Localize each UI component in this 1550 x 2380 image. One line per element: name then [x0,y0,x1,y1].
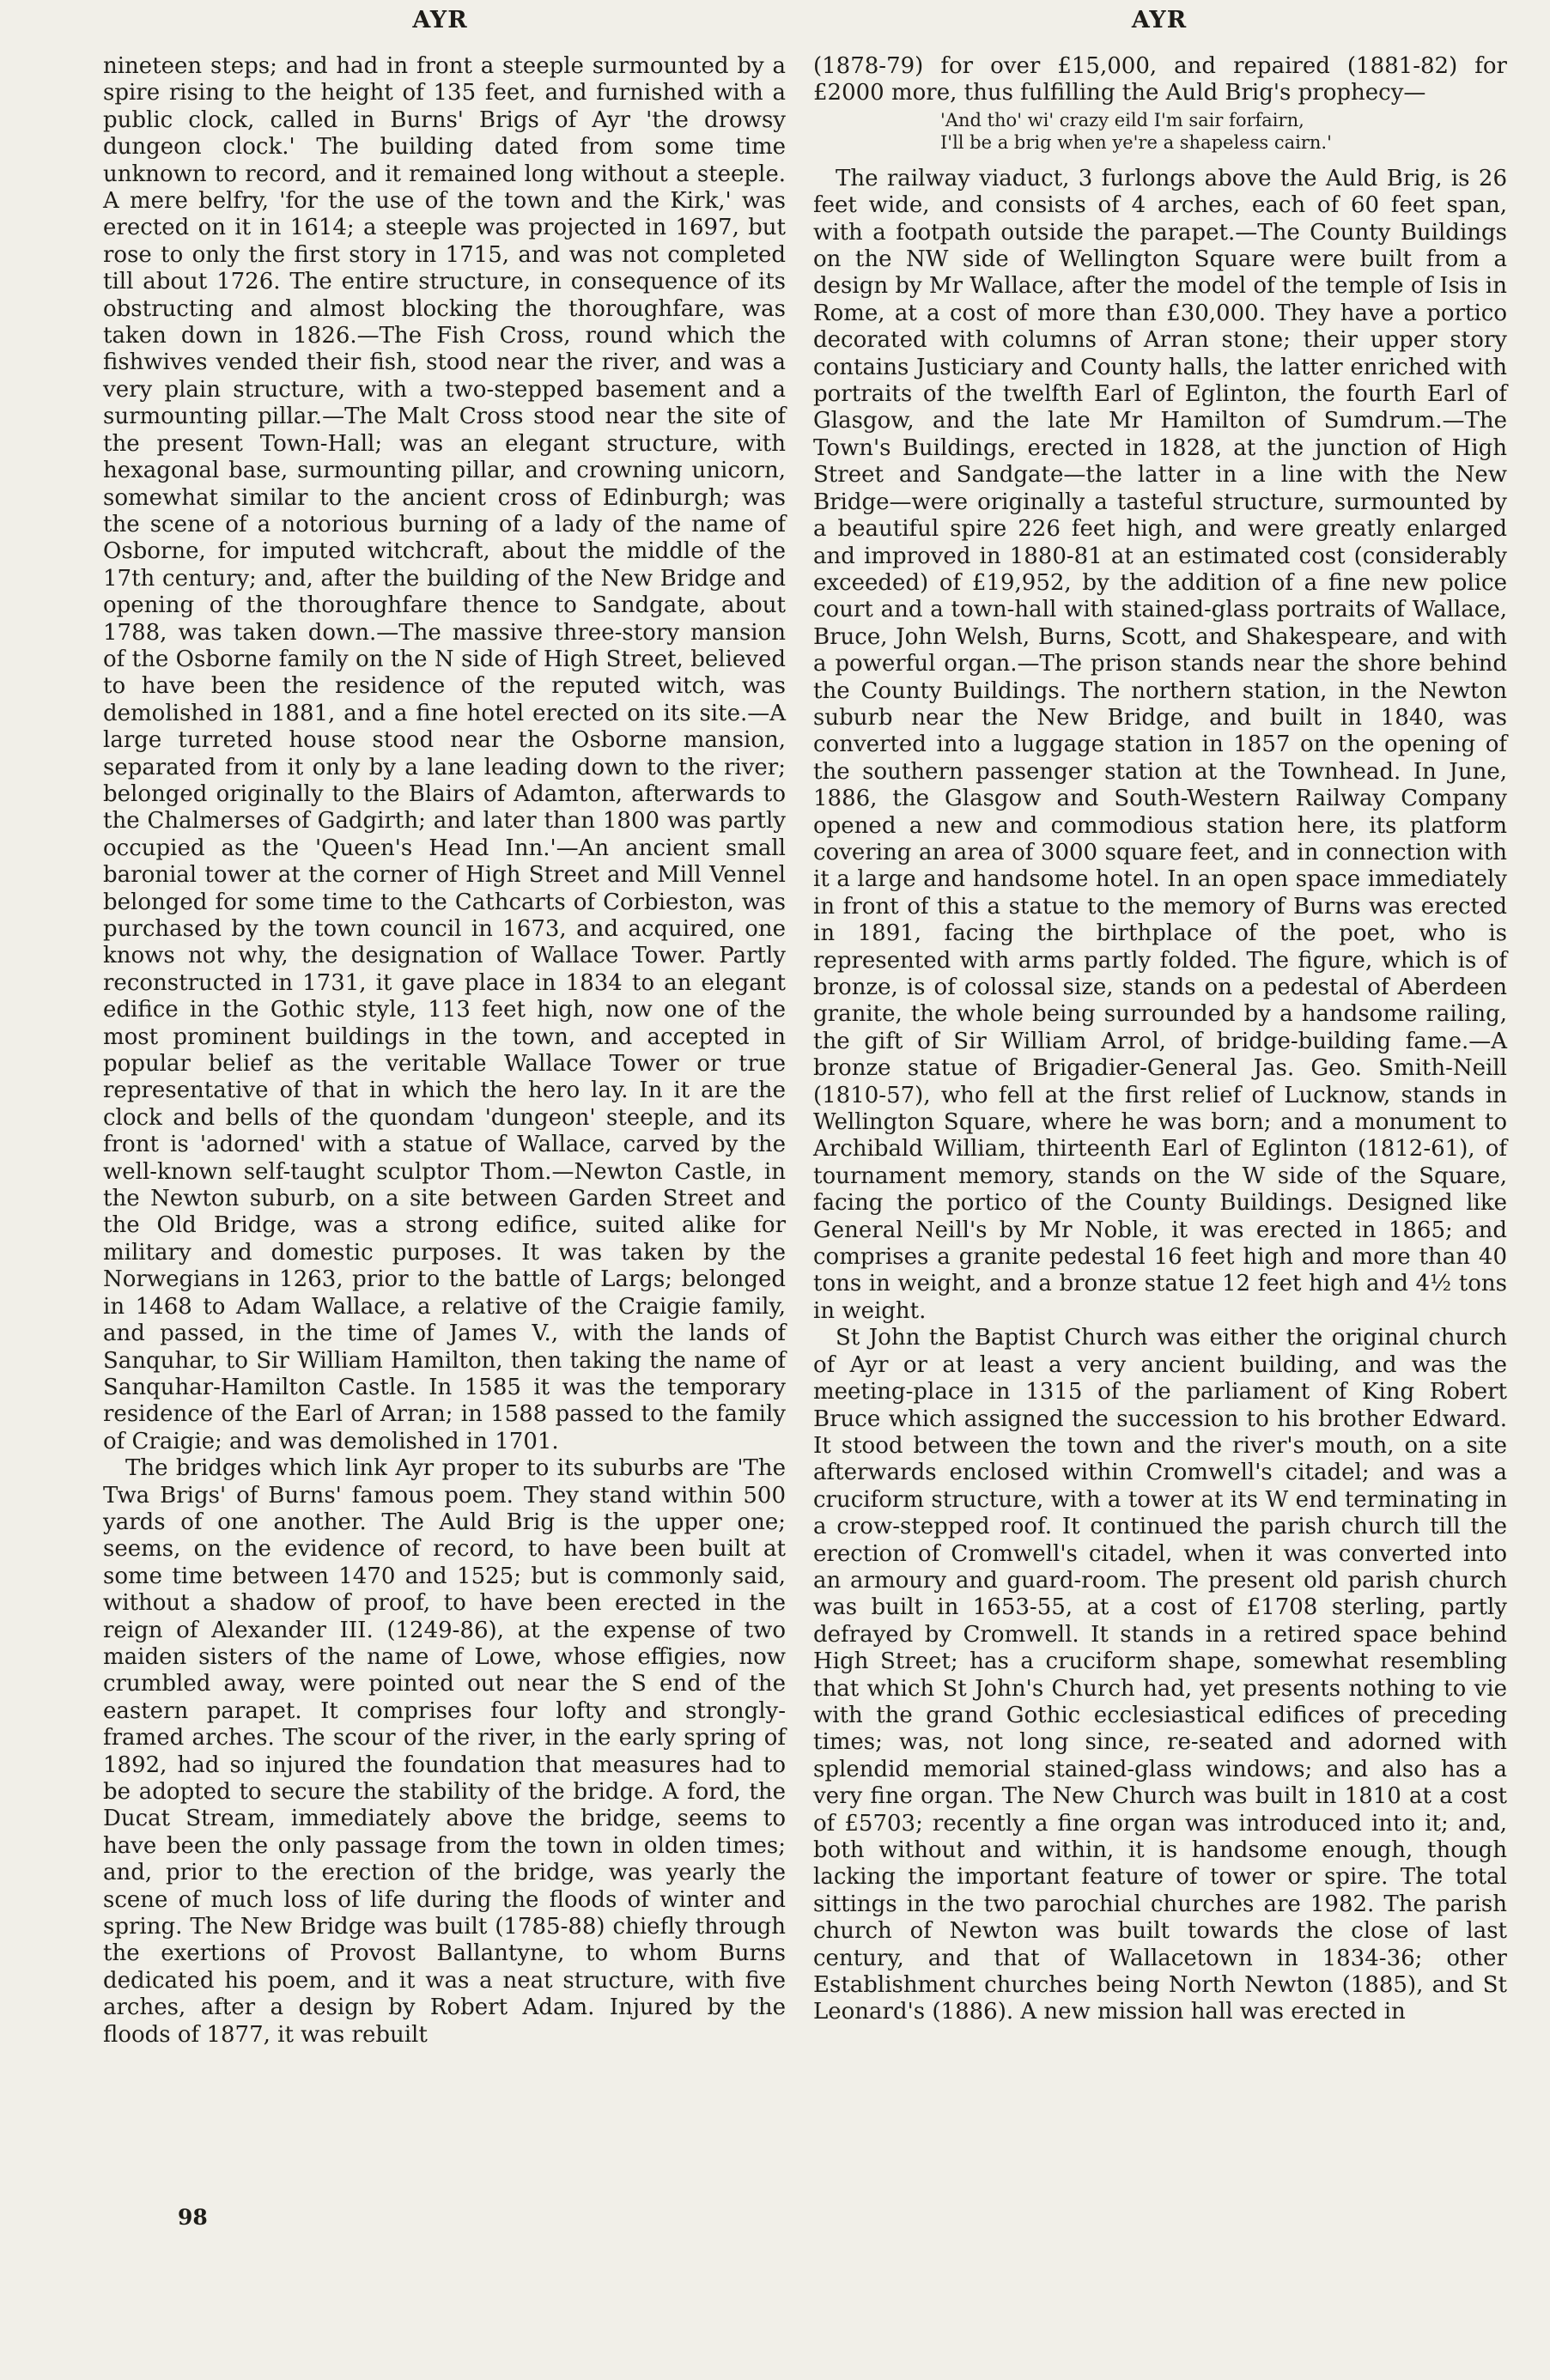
paragraph: nineteen steps; and had in front a steeple surmounted by a spire rising to the height of 135 feet, and furnished with a public clock, called in Burns' Brigs of Ayr 'the drowsy dungeon clock.' The building dated from some time unknown to record, and it remained long without a steeple. A mere belfry, 'for the use of the town and the Kirk,' was erected on it in 1614; a steeple was projected in 1697, but rose to only the first story in 1715, and was not completed till about 1726. The entire structure, in consequence of its obstructing and almost blocking the thoroughfare, was taken down in 1826.—The Fish Cross, round which the fishwives vended their fish, stood near the river, and was a very plain structure, with a two-stepped basement and a surmounting pillar.—The Malt Cross stood near the site of the present Town-Hall; was an elegant structure, with hexagonal base, surmounting pillar, and crowning unicorn, somewhat similar to the ancient cross of Edinburgh; was the scene of a notorious burning of a lady of the name of Osborne, for imputed witchcraft, about the middle of the 17th century; and, after the building of the New Bridge and opening of the thoroughfare thence to Sandgate, about 1788, was taken down.—The massive three-story mansion of the Osborne family on the N side of High Street, believed to have been the residence of the reputed witch, was demolished in 1881, and a fine hotel erected on its site.—A large turreted house stood near the Osborne mansion, separated from it only by a lane leading down to the river; belonged originally to the Blairs of Adamton, afterwards to the Chalmerses of Gadgirth; and later than 1800 was partly occupied as the 'Queen's Head Inn.'—An ancient small baronial tower at the corner of High Street and Mill Vennel belonged for some time to the Cathcarts of Corbieston, was purchased by the town council in 1673, and acquired, one knows not why, the designation of Wallace Tower. Partly reconstructed in 1731, it gave place in 1834 to an elegant edifice in the Gothic style, 113 feet high, now one of the most prominent buildings in the town, and accepted in popular belief as the veritable Wallace Tower or true representative of that in which the hero lay. In it are the clock and bells of the quondam 'dungeon' steeple, and its front is 'adorned' with a statue of Wallace, carved by the well-known self-taught sculptor Thom.—Newton Castle, in the Newton suburb, on a site between Garden Street and the Old Bridge, was a strong edifice, suited alike for military and domestic purposes. It was taken by the Norwegians in 1263, prior to the battle of Largs; belonged in 1468 to Adam Wallace, a relative of the Craigie family, and passed, in the time of James V., with the lands of Sanquhar, to Sir William Hamilton, then taking the name of Sanquhar-Hamilton Castle. In 1585 it was the temporary residence of the Earl of Arran; in 1588 passed to the family of Craigie; and was demolished in 1701. [103,53,786,1454]
paragraph: The railway viaduct, 3 furlongs above the Auld Brig, is 26 feet wide, and consists of 4 arches, each of 60 feet span, with a footpath outside the parapet.—The County Buildings on the NW side of Wellington Square were built from a design by Mr Wallace, after the model of the temple of Isis in Rome, at a cost of more than £30,000. They have a portico decorated with columns of Arran stone; their upper story contains Justiciary and County halls, the latter enriched with portraits of the twelfth Earl of Eglinton, the fourth Earl of Glasgow, and the late Mr Hamilton of Sumdrum.—The Town's Buildings, erected in 1828, at the junction of High Street and Sandgate—the latter in a line with the New Bridge—were originally a tasteful structure, surmounted by a beautiful spire 226 feet high, and were greatly enlarged and improved in 1880-81 at an estimated cost (considerably exceeded) of £19,952, by the addition of a fine new police court and a town-hall with stained-glass portraits of Wallace, Bruce, John Welsh, Burns, Scott, and Shakespeare, and with a powerful organ.—The prison stands near the shore behind the County Buildings. The northern station, in the Newton suburb near the New Bridge, and built in 1840, was converted into a luggage station in 1857 on the opening of the southern passenger station at the Townhead. In June, 1886, the Glasgow and South-Western Railway Company opened a new and commodious station here, its platform covering an area of 3000 square feet, and in connection with it a large and handsome hotel. In an open space immediately in front of this a statue to the memory of Burns was erected in 1891, facing the birthplace of the poet, who is represented with arms partly folded. The figure, which is of bronze, is of colossal size, stands on a pedestal of Aberdeen granite, the whole being surrounded by a handsome railing, the gift of Sir William Arrol, of bridge-building fame.—A bronze statue of Brigadier-General Jas. Geo. Smith-Neill (1810-57), who fell at the first relief of Lucknow, stands in Wellington Square, where he was born; and a monument to Archibald William, thirteenth Earl of Eglinton (1812-61), of tournament memory, stands on the W side of the Square, facing the portico of the County Buildings. Designed like General Neill's by Mr Noble, it was erected in 1865; and comprises a granite pedestal 16 feet high and more than 40 tons in weight, and a bronze statue 12 feet high and 4½ tons in weight. [813,165,1507,1324]
verse-quote [940,109,1507,154]
left-column [103,53,786,2049]
verse-line: I'll be a brig when ye're a shapeless cairn.' [940,131,1332,153]
running-head-left: AYR [412,7,468,33]
paragraph: St John the Baptist Church was either the original church of Ayr or at least a very ancient building, and was the meeting-place in 1315 of the parliament of King Robert Bruce which assigned the succession to his brother Edward. It stood between the town and the river's mouth, on a site afterwards enclosed within Cromwell's citadel; and was a cruciform structure, with a tower at its W end terminating in a crow-stepped roof. It continued the parish church till the erection of Cromwell's citadel, when it was converted into an armoury and guard-room. The present old parish church was built in 1653-55, at a cost of £1708 sterling, partly defrayed by Cromwell. It stands in a retired space behind High Street; has a cruciform shape, somewhat resembling that which St John's Church had, yet presents nothing to vie with the grand Gothic ecclesiastical edifices of preceding times; was, not long since, re-seated and adorned with splendid memorial stained-glass windows; and also has a very fine organ. The New Church was built in 1810 at a cost of £5703; recently a fine organ was introduced into it; and, both without and within, it is handsome enough, though lacking the important feature of tower or spire. The total sittings in the two parochial churches are 1982. The parish church of Newton was built towards the close of last century, and that of Wallacetown in 1834-36; other Establishment churches being North Newton (1885), and St Leonard's (1886). A new mission hall was erected in [813,1325,1507,2025]
running-head-right: AYR [1131,7,1188,33]
right-column [813,53,1507,2026]
paragraph: (1878-79) for over £15,000, and repaired (1881-82) for £2000 more, thus fulfilling the Auld Brig's prophecy— [813,53,1507,106]
verse-line: 'And tho' wi' crazy eild I'm sair forfairn, [940,109,1304,131]
paragraph: The bridges which link Ayr proper to its suburbs are 'The Twa Brigs' of Burns' famous poem. They stand within 500 yards of one another. The Auld Brig is the upper one; seems, on the evidence of record, to have been built at some time between 1470 and 1525; but is commonly said, without a shadow of proof, to have been erected in the reign of Alexander III. (1249-86), at the expense of two maiden sisters of the name of Lowe, whose effigies, now crumbled away, were pointed out near the S end of the eastern parapet. It comprises four lofty and strongly-framed arches. The scour of the river, in the early spring of 1892, had so injured the foundation that measures had to be adopted to secure the stability of the bridge. A ford, the Ducat Stream, immediately above the bridge, seems to have been the only passage from the town in olden times; and, prior to the erection of the bridge, was yearly the scene of much loss of life during the floods of winter and spring. The New Bridge was built (1785-88) chiefly through the exertions of Provost Ballantyne, to whom Burns dedicated his poem, and it was a neat structure, with five arches, after a design by Robert Adam. Injured by the floods of 1877, it was rebuilt [103,1455,786,2048]
page-number: 98 [178,2205,208,2230]
